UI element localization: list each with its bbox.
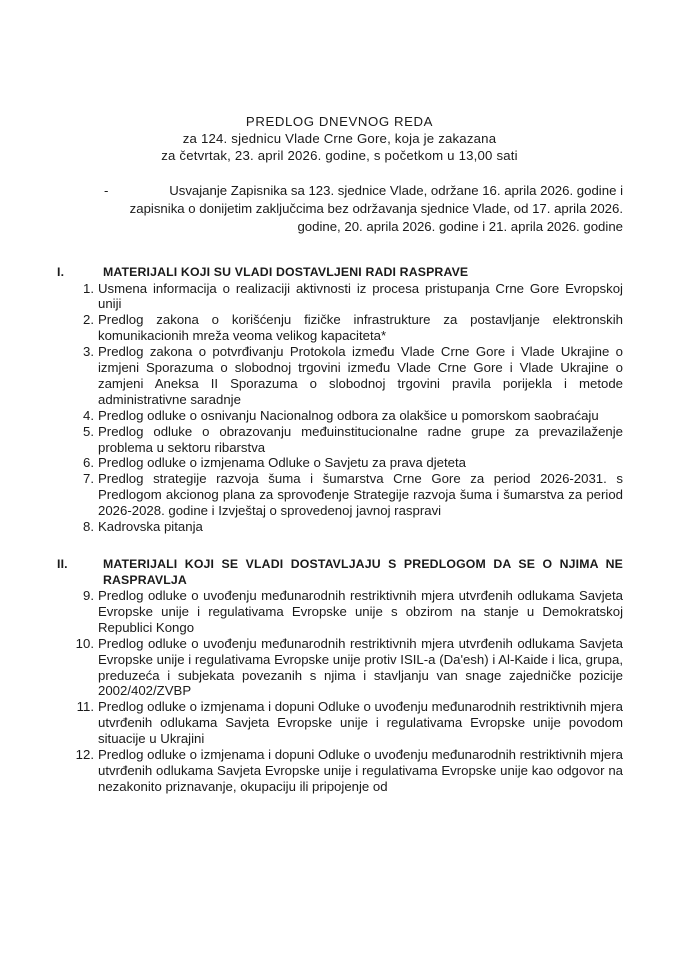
section-i-numeral: I.: [57, 265, 65, 279]
section-i: [57, 265, 623, 535]
intro-paragraph: [104, 182, 623, 236]
item-number: 4.: [83, 407, 94, 423]
intro-row: [104, 182, 623, 236]
item-number: 3.: [83, 344, 94, 360]
list-item[interactable]: [57, 519, 623, 535]
section-i-list: [57, 281, 623, 536]
list-item[interactable]: [57, 281, 623, 313]
list-item[interactable]: [57, 408, 623, 424]
list-item[interactable]: [57, 344, 623, 408]
item-text: Kadrovska pitanja: [98, 519, 203, 535]
section-ii: [57, 557, 623, 795]
document-body: [57, 265, 623, 795]
list-item[interactable]: [57, 747, 623, 795]
item-number: 7.: [83, 471, 94, 487]
title-subtitle-datetime: za četvrtak, 23. april 2026. godine, s početkom u 13,00 sati: [161, 148, 518, 163]
list-item[interactable]: [57, 588, 623, 636]
section-ii-header: [57, 557, 623, 588]
document-title-block: [0, 113, 679, 164]
item-number: 8.: [83, 519, 94, 535]
item-number: 10.: [75, 635, 94, 651]
list-item[interactable]: [57, 636, 623, 700]
item-text: Predlog odluke o uvođenju međunarodnih restriktivnih mjera utvrđenih odlukama Savjeta Evropske unije i regulativama Evropske unije protiv ISIL-a (Da'esh) i Al-Kaide i lica, grupa, preduzeća i subjekata povezanih s njima i stavljanju van snage zajedničke pozicije 2002/402/ZVBP: [98, 635, 623, 699]
title-subtitle-session: za 124. sjednicu Vlade Crne Gore, koja je zakazana: [182, 131, 497, 146]
item-text: Predlog odluke o uvođenju međunarodnih restriktivnih mjera utvrđenih odlukama Savjeta Evropske unije i regulativama Evropske unije s obzirom na stanje u Demokratskoj Republici Kongo: [98, 588, 623, 635]
item-text: Predlog odluke o izmjenama Odluke o Savjetu za prava djeteta: [98, 455, 467, 471]
item-number: 9.: [83, 588, 94, 603]
section-i-header: [57, 265, 623, 281]
section-ii-list: [57, 588, 623, 795]
section-ii-numeral: II.: [57, 557, 68, 571]
item-number: 12.: [75, 747, 94, 763]
item-number: 1.: [83, 280, 94, 296]
list-item[interactable]: [57, 312, 623, 344]
page-title: PREDLOG DNEVNOG REDA: [245, 114, 434, 129]
list-item[interactable]: [57, 424, 623, 456]
intro-text: Usvajanje Zapisnika sa 123. sjednice Vlade, održane 16. aprila 2026. godine i zapisnika o donijetim zaključcima bez održavanja sjednice Vlade, od 17. aprila 2026. godine, 20. aprila 2026. godine i 21. aprila 2026. godine: [129, 183, 623, 234]
item-text: Predlog zakona o potvrđivanju Protokola između Vlade Crne Gore i Vlade Ukrajine o izmjeni Sporazuma o slobodnoj trgovini između Vlade Crne Gore i Vlade Ukrajine o zamjeni Aneksa II Sporazuma o slobodnoj trgovini pravila porijekla i metode administrativne saradnje: [98, 344, 623, 407]
item-text: Predlog odluke o osnivanju Nacionalnog odbora za olakšice u pomorskom saobraćaju: [98, 407, 599, 423]
section-i-title: MATERIJALI KOJI SU VLADI DOSTAVLJENI RADI RASPRAVE: [103, 265, 469, 279]
item-text: Predlog odluke o izmjenama i dopuni Odluke o uvođenju međunarodnih restriktivnih mjera utvrđenih odlukama Savjeta Evropske unije i regulativama Evropske unije kao odgovor na nezakonito priznavanje, okupaciju ili pripojenje od: [98, 747, 623, 794]
item-text: Predlog odluke o izmjenama i dopuni Odluke o uvođenju međunarodnih restriktivnih mjera utvrđenih odlukama Savjeta Evropske unije i regulativama Evropske unije povodom situacije u Ukrajini: [98, 699, 623, 747]
item-number: 5.: [83, 423, 94, 439]
item-number: 6.: [83, 455, 94, 471]
item-text: Predlog zakona o korišćenju fizičke infrastrukture za postavljanje elektronskih komunikacionih mreža veoma velikog kapaciteta*: [98, 312, 623, 344]
list-item[interactable]: [57, 455, 623, 471]
item-text: Predlog odluke o obrazovanju međuinstitucionalne radne grupe za prevazilaženje problema u sektoru ribarstva: [98, 423, 623, 455]
item-number: 2.: [83, 312, 94, 328]
item-number: 11.: [76, 699, 94, 715]
item-text: Predlog strategije razvoja šuma i šumarstva Crne Gore za period 2026-2031. s Predlogom akcionog plana za sprovođenje Strategije razvoja šuma i šumarstva za period 2026-2028. godine i Izvještaj o sprovedenoj javnoj raspravi: [98, 471, 623, 519]
dash-marker: -: [104, 183, 109, 198]
list-item[interactable]: [57, 471, 623, 519]
list-item[interactable]: [57, 699, 623, 747]
section-ii-title: MATERIJALI KOJI SE VLADI DOSTAVLJAJU S PREDLOGOM DA SE O NJIMA NE RASPRAVLJA: [103, 557, 623, 587]
item-text: Usmena informacija o realizaciji aktivnosti iz procesa pristupanja Crne Gore Evropskoj uniji: [98, 280, 623, 312]
